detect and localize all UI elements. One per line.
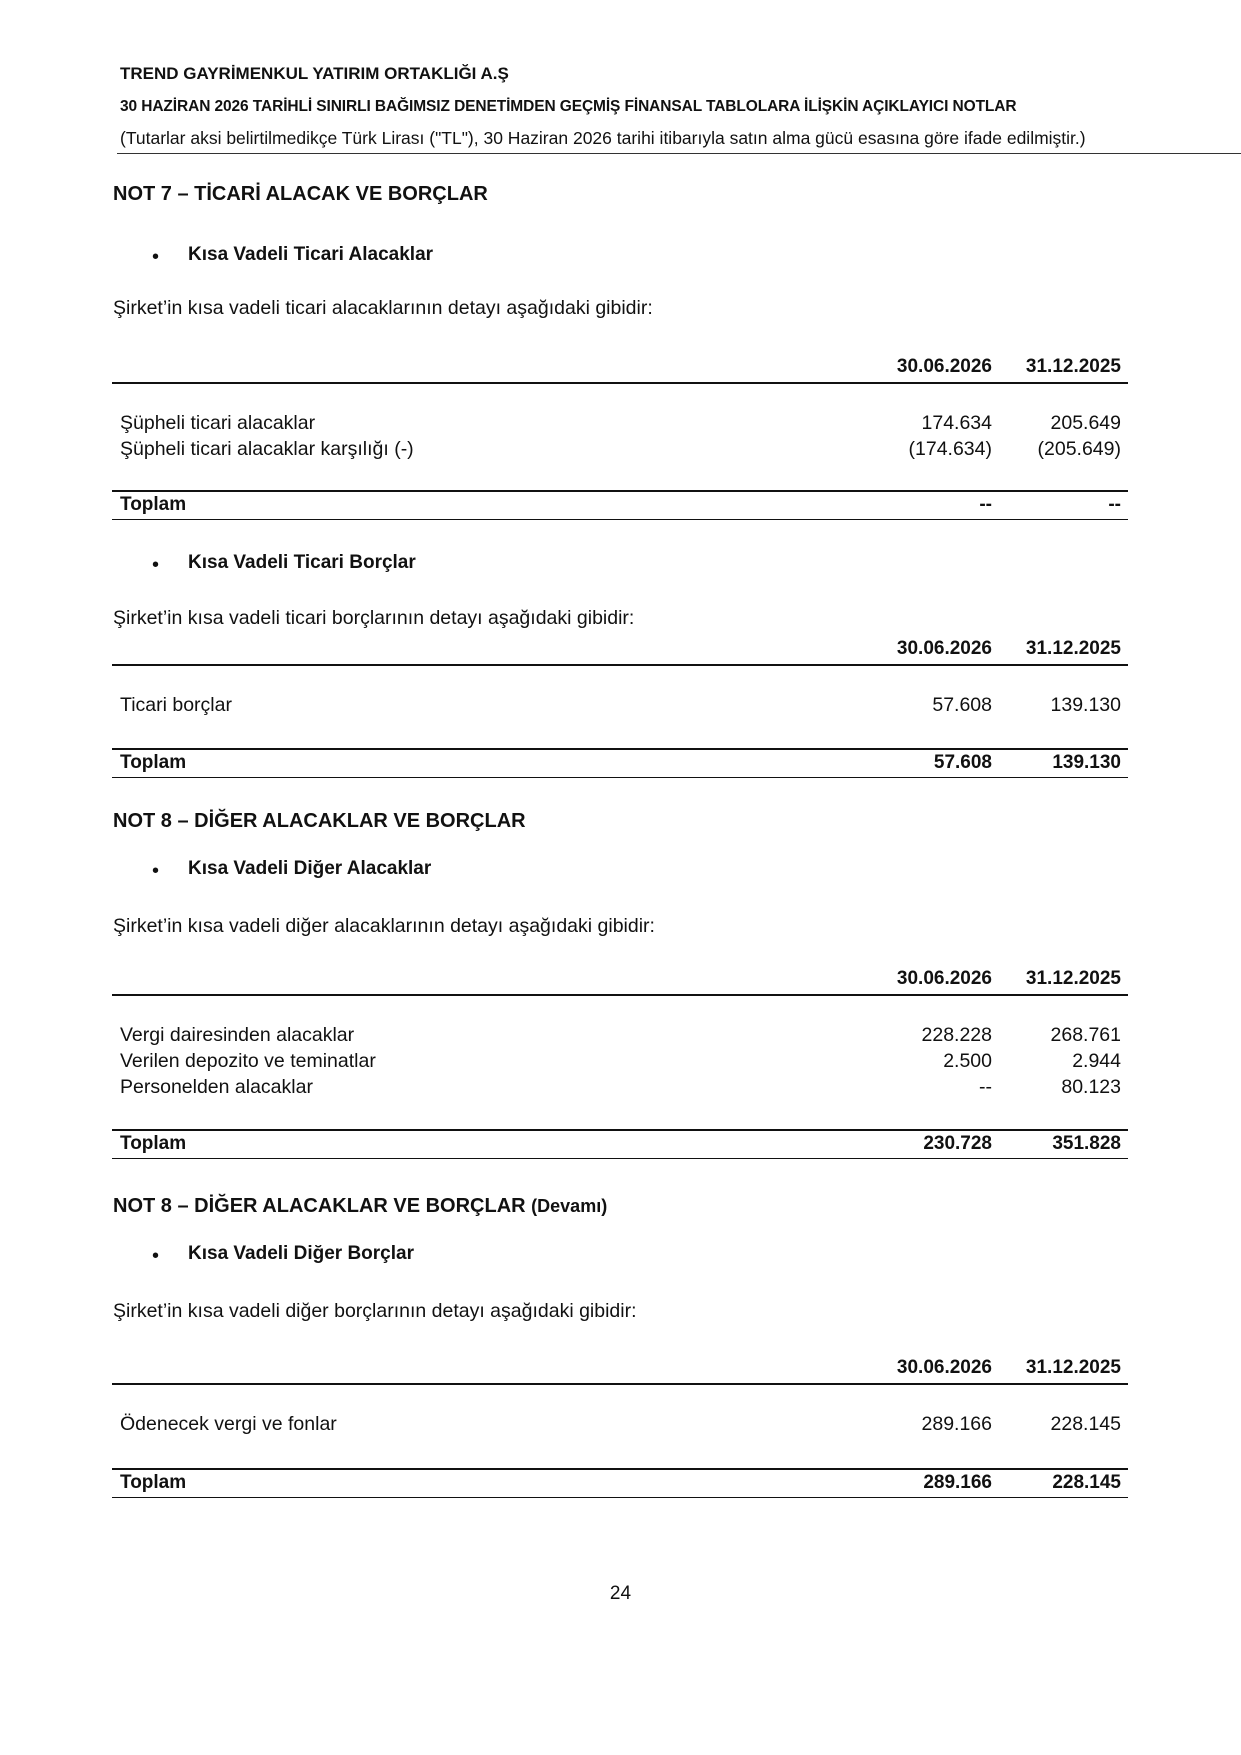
page-number: 24 <box>609 1583 632 1604</box>
total-row <box>112 1133 1128 1159</box>
row-label: Verilen depozito ve teminatlar <box>120 1050 376 1072</box>
row-value-2025: 268.761 <box>1050 1024 1121 1046</box>
note8-continued-title-text: NOT 8 – DİĞER ALACAKLAR VE BORÇLAR <box>113 1195 526 1217</box>
other-payables-intro: Şirket’in kısa vadeli diğer borçlarının detayı aşağıdaki gibidir: <box>113 1300 637 1322</box>
trade-payables-table <box>112 638 1128 778</box>
table-rule <box>112 1383 1128 1385</box>
trade-receivables-intro: Şirket’in kısa vadeli ticari alacaklarının detayı aşağıdaki gibidir: <box>113 297 653 319</box>
header-rule <box>117 153 1241 154</box>
total-label: Toplam <box>120 1133 187 1154</box>
bullet-icon: • <box>152 246 160 268</box>
column-header-2026: 30.06.2026 <box>896 968 992 989</box>
row-label: Vergi dairesinden alacaklar <box>120 1024 355 1046</box>
column-header-2026: 30.06.2026 <box>896 356 992 377</box>
total-value-2026: 57.608 <box>933 752 992 773</box>
total-label: Toplam <box>120 752 187 773</box>
trade-payables-intro: Şirket’in kısa vadeli ticari borçlarının detayı aşağıdaki gibidir: <box>113 607 635 629</box>
column-header-2026: 30.06.2026 <box>896 638 992 659</box>
total-value-2026: -- <box>979 494 992 515</box>
row-label: Şüpheli ticari alacaklar karşılığı (-) <box>120 438 414 460</box>
company-name: TREND GAYRİMENKUL YATIRIM ORTAKLIĞI A.Ş <box>120 64 509 83</box>
table-row <box>112 1413 1128 1439</box>
table-row <box>112 412 1128 438</box>
row-value-2025: 2.944 <box>1072 1050 1121 1072</box>
bullet-icon: • <box>152 1245 160 1267</box>
note8-title: NOT 8 – DİĞER ALACAKLAR VE BORÇLAR <box>113 810 526 832</box>
bullet-icon: • <box>152 860 160 882</box>
row-value-2025: 205.649 <box>1050 412 1121 434</box>
column-header-2025: 31.12.2025 <box>1025 356 1121 377</box>
column-header-2025: 31.12.2025 <box>1025 968 1121 989</box>
table-row <box>112 1076 1128 1102</box>
row-label: Ticari borçlar <box>120 694 232 716</box>
trade-payables-heading: Kısa Vadeli Ticari Borçlar <box>188 552 416 573</box>
row-value-2026: 228.228 <box>921 1024 992 1046</box>
table-rule <box>112 1129 1128 1131</box>
total-row <box>112 494 1128 520</box>
table-row <box>112 694 1128 720</box>
trade-receivables-table <box>112 356 1128 521</box>
row-value-2025: 139.130 <box>1050 694 1121 716</box>
other-receivables-intro: Şirket’in kısa vadeli diğer alacaklarının detayı aşağıdaki gibidir: <box>113 915 655 937</box>
table-row <box>112 1024 1128 1050</box>
trade-receivables-heading: Kısa Vadeli Ticari Alacaklar <box>188 244 434 265</box>
table-row <box>112 438 1128 464</box>
table-rule <box>112 382 1128 384</box>
row-label: Ödenecek vergi ve fonlar <box>120 1413 337 1435</box>
total-label: Toplam <box>120 1472 187 1493</box>
row-value-2026: 2.500 <box>943 1050 992 1072</box>
row-value-2025: 80.123 <box>1061 1076 1121 1098</box>
table-rule <box>112 777 1128 778</box>
table-row <box>112 1050 1128 1076</box>
currency-note: (Tutarlar aksi belirtilmedikçe Türk Lirası ("TL"), 30 Haziran 2026 tarihi itibarıyla satın alma gücü esasına göre ifade edilmiştir.) <box>120 128 1086 148</box>
total-row <box>112 1472 1128 1498</box>
table-rule <box>112 1158 1128 1159</box>
total-value-2025: 139.130 <box>1052 752 1121 773</box>
total-value-2025: -- <box>1108 494 1121 515</box>
bullet-icon: • <box>152 554 160 576</box>
table-rule <box>112 748 1128 750</box>
total-value-2026: 230.728 <box>923 1133 992 1154</box>
total-value-2026: 289.166 <box>923 1472 992 1493</box>
table-rule <box>112 490 1128 492</box>
total-row <box>112 752 1128 778</box>
table-rule <box>112 1468 1128 1470</box>
other-receivables-heading: Kısa Vadeli Diğer Alacaklar <box>188 858 432 879</box>
other-receivables-table <box>112 968 1128 1158</box>
row-value-2025: (205.649) <box>1037 438 1121 460</box>
table-rule <box>112 664 1128 666</box>
note7-title: NOT 7 – TİCARİ ALACAK VE BORÇLAR <box>113 183 488 205</box>
continued-suffix: (Devamı) <box>531 1196 608 1216</box>
total-label: Toplam <box>120 494 187 515</box>
column-header-2026: 30.06.2026 <box>896 1357 992 1378</box>
row-value-2026: 174.634 <box>921 412 992 434</box>
row-value-2026: 289.166 <box>921 1413 992 1435</box>
total-value-2025: 351.828 <box>1052 1133 1121 1154</box>
note8-continued-title <box>113 1195 607 1218</box>
column-header-2025: 31.12.2025 <box>1025 1357 1121 1378</box>
report-subtitle: 30 HAZİRAN 2026 TARİHLİ SINIRLI BAĞIMSIZ DENETİMDEN GEÇMİŞ FİNANSAL TABLOLARA İLİŞKİN AÇIKLAYICI NOTLAR <box>120 98 1017 115</box>
column-header-2025: 31.12.2025 <box>1025 638 1121 659</box>
row-value-2025: 228.145 <box>1050 1413 1121 1435</box>
other-payables-heading: Kısa Vadeli Diğer Borçlar <box>188 1243 414 1264</box>
table-rule <box>112 519 1128 520</box>
other-payables-table <box>112 1357 1128 1497</box>
row-value-2026: (174.634) <box>908 438 992 460</box>
row-value-2026: 57.608 <box>932 694 992 716</box>
table-rule <box>112 994 1128 996</box>
row-value-2026: -- <box>979 1076 992 1098</box>
total-value-2025: 228.145 <box>1052 1472 1121 1493</box>
table-rule <box>112 1497 1128 1498</box>
row-label: Personelden alacaklar <box>120 1076 313 1098</box>
row-label: Şüpheli ticari alacaklar <box>120 412 316 434</box>
